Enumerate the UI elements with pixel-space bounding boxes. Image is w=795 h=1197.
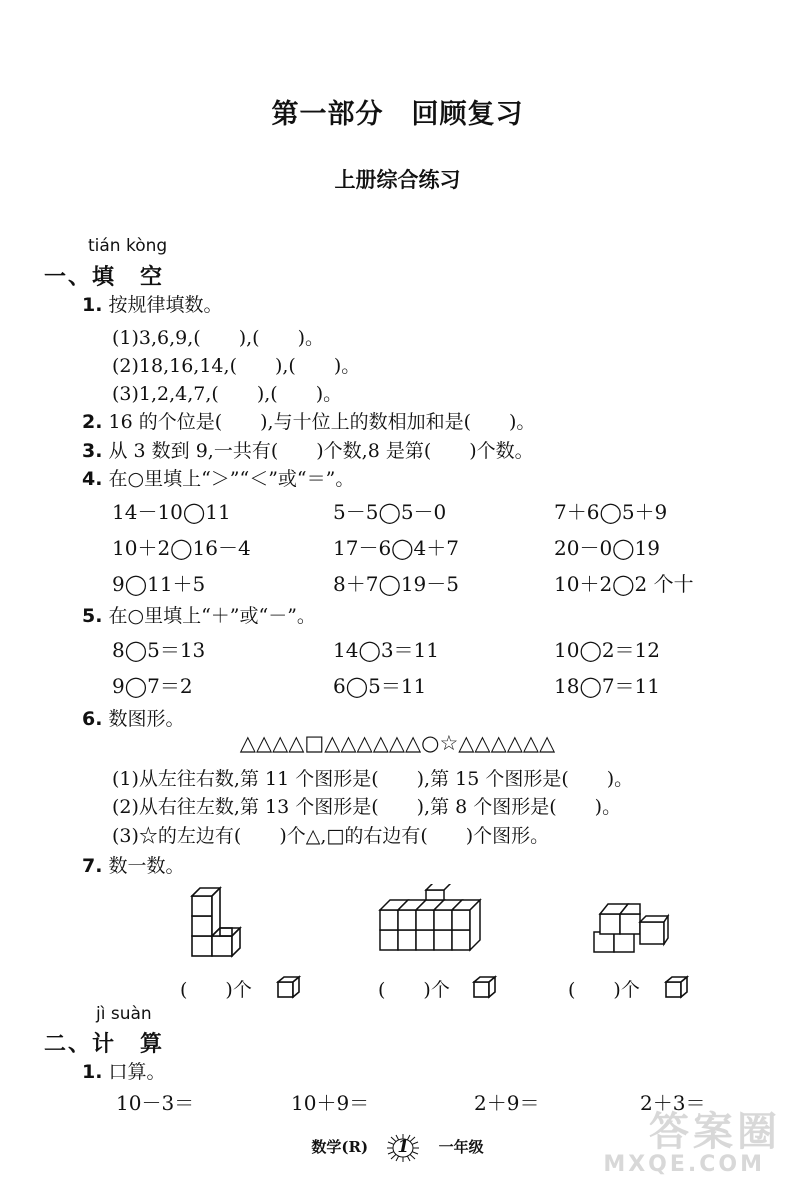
shape-sequence: △△△△□△△△△△△○☆△△△△△△ — [239, 731, 556, 755]
oral-calc-expr: 10＋9＝ — [291, 1091, 370, 1115]
q6-item-1: (1)从左往右数,第 11 个图形是( ),第 15 个图形是( )。 — [112, 768, 634, 790]
cube-figure-2 — [378, 884, 488, 956]
question-text: 数一数。 — [108, 855, 185, 877]
cube-icon — [276, 975, 302, 999]
question-5 — [82, 601, 316, 628]
q6-item-2: (2)从右往左数,第 13 个图形是( ),第 8 个图形是( )。 — [112, 796, 622, 818]
q4-expr: 17－6◯4＋7 — [333, 536, 460, 560]
cube-figure-3 — [592, 896, 672, 956]
question-3 — [82, 436, 534, 463]
question-1 — [82, 290, 223, 317]
q1-item-2: (2)18,16,14,( ),( )。 — [112, 355, 361, 377]
q4-expr: 14－10◯11 — [112, 500, 231, 524]
section1-title: 一、填 空 — [44, 265, 165, 290]
question-number: 6. — [82, 708, 103, 730]
q4-expr: 7＋6◯5＋9 — [554, 500, 668, 524]
q7-answer-2: ( )个 — [378, 979, 450, 1001]
q6-item-3: (3)☆的左边有( )个△,□的右边有( )个图形。 — [112, 825, 550, 847]
oral-calc-expr: 10－3＝ — [116, 1091, 195, 1115]
q4-expr: 5－5◯5－0 — [333, 500, 447, 524]
q5-expr: 10◯2＝12 — [554, 638, 661, 662]
question-text: 16 的个位是( ),与十位上的数相加和是( )。 — [108, 411, 536, 433]
q4-expr: 8＋7◯19－5 — [333, 572, 460, 596]
oral-calc-expr: 2＋3＝ — [640, 1091, 706, 1115]
page-title: 第一部分 回顾复习 — [271, 99, 524, 130]
footer-grade: 一年级 — [438, 1138, 484, 1156]
question-text: 口算。 — [108, 1061, 166, 1083]
question-number: 4. — [82, 468, 103, 490]
page-subtitle: 上册综合练习 — [334, 168, 461, 192]
question-4 — [82, 464, 354, 491]
question-text: 在○里填上“＞”“＜”或“＝”。 — [108, 468, 355, 490]
watermark-text: 答案圈 — [649, 1109, 781, 1155]
watermark-url: MXQE.COM — [603, 1152, 765, 1177]
question-text: 数图形。 — [108, 708, 185, 730]
section1-pinyin: tián kòng — [88, 236, 168, 256]
q7-answer-3: ( )个 — [568, 979, 640, 1001]
q5-expr: 14◯3＝11 — [333, 638, 440, 662]
cube-icon — [472, 975, 498, 999]
page-number: 1 — [397, 1137, 410, 1157]
question-number: 1. — [82, 294, 103, 316]
question-2 — [82, 407, 535, 434]
question-number: 3. — [82, 440, 103, 462]
question-number: 2. — [82, 411, 103, 433]
section2-pinyin: jì suàn — [96, 1004, 152, 1024]
question-6 — [82, 704, 185, 731]
footer-subject: 数学(R) — [311, 1138, 369, 1156]
oral-calc-expr: 2＋9＝ — [474, 1091, 540, 1115]
question-7 — [82, 851, 185, 878]
cube-icon — [664, 975, 690, 999]
page-footer — [0, 1133, 795, 1163]
q4-expr: 9◯11＋5 — [112, 572, 206, 596]
cube-figure-1 — [188, 880, 252, 960]
page-number-badge — [383, 1133, 423, 1163]
q7-answer-1: ( )个 — [180, 979, 252, 1001]
question-text: 从 3 数到 9,一共有( )个数,8 是第( )个数。 — [108, 440, 534, 462]
question-number: 1. — [82, 1061, 103, 1083]
q5-expr: 9◯7＝2 — [112, 674, 193, 698]
q1-item-3: (3)1,2,4,7,( ),( )。 — [112, 383, 343, 405]
q5-expr: 18◯7＝11 — [554, 674, 661, 698]
q5-expr: 8◯5＝13 — [112, 638, 206, 662]
q4-expr: 20－0◯19 — [554, 536, 661, 560]
question-text: 按规律填数。 — [108, 294, 223, 316]
q4-expr: 10＋2◯16－4 — [112, 536, 251, 560]
question-number: 7. — [82, 855, 103, 877]
q5-expr: 6◯5＝11 — [333, 674, 427, 698]
section2-question-1 — [82, 1057, 166, 1084]
question-number: 5. — [82, 605, 103, 627]
section2-title: 二、计 算 — [44, 1032, 165, 1057]
q1-item-1: (1)3,6,9,( ),( )。 — [112, 327, 324, 349]
question-text: 在○里填上“＋”或“－”。 — [108, 605, 316, 627]
q4-expr: 10＋2◯2 个十 — [554, 572, 694, 596]
